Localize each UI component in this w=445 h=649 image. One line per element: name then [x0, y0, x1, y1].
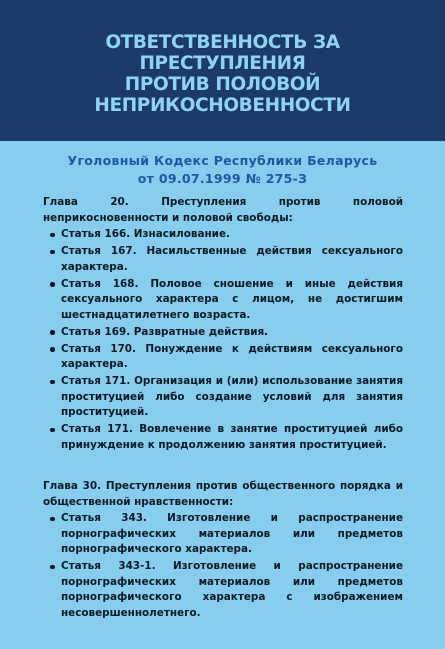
source-reference: [0, 152, 445, 188]
article-text: Статья 171. Организация и (или) использование занятия проституцией либо создание условий для занятия проституцией.: [61, 375, 403, 418]
page-title-line: ОТВЕТСТВЕННОСТЬ ЗА: [105, 31, 340, 53]
article-item: [43, 325, 403, 341]
article-item: [43, 374, 403, 421]
article-text: Статья 167. Насильственные действия сексуального характера.: [61, 245, 403, 273]
article-list: [43, 511, 403, 621]
article-text: Статья 168. Половое сношение и иные действия сексуального характера с лицом, не достигшим шестнадцатилетнего возраста.: [61, 277, 403, 321]
bullet-icon: [50, 347, 55, 352]
article-text: Статья 343. Изготовление и распространение порнографических материалов или предметов порнографического характера.: [61, 512, 403, 555]
page-title-line: ПРОТИВ ПОЛОВОЙ: [124, 73, 321, 95]
article-item: [43, 511, 403, 558]
page-title-line: НЕПРИКОСНОВЕННОСТИ: [94, 94, 351, 116]
article-item: [43, 422, 403, 453]
source-code-name: Уголовный Кодекс Республики Беларусь: [67, 153, 378, 168]
bullet-icon: [50, 250, 55, 255]
bullet-icon: [50, 282, 55, 287]
bullet-icon: [50, 565, 55, 570]
bullet-icon: [50, 233, 55, 238]
article-item: [43, 227, 403, 243]
article-list: [43, 227, 403, 453]
chapter-title: Глава 20. Преступления против половой неприкосновенности и половой свободы:: [43, 196, 403, 224]
article-item: [43, 559, 403, 621]
article-text: Статья 171. Вовлечение в занятие проституцией либо принуждение к продолжению занятия проституцией.: [61, 423, 403, 451]
article-text: Статья 170. Понуждение к действиям сексуального характера.: [61, 342, 403, 370]
chapter-30-section: [43, 479, 403, 623]
bullet-icon: [50, 380, 55, 385]
article-item: [43, 244, 403, 275]
source-code-date: от 09.07.1999 № 275-З: [137, 171, 308, 186]
article-item: [43, 277, 403, 324]
bullet-icon: [50, 330, 55, 335]
article-text: Статья 166. Изнасилование.: [61, 228, 230, 240]
content-panel: [0, 141, 445, 649]
chapter-20-section: [43, 195, 403, 474]
page-title-line: ПРЕСТУПЛЕНИЯ: [139, 52, 306, 74]
article-text: Статья 343-1. Изготовление и распространение порнографических материалов или предметов порнографического характера с изображением несовершеннолетнего.: [61, 560, 403, 619]
article-item: [43, 342, 403, 373]
chapter-title: Глава 30. Преступления против общественного порядка и общественной нравственности:: [43, 480, 403, 508]
page-title: [94, 32, 350, 116]
header-banner: [0, 0, 445, 141]
bullet-icon: [50, 428, 55, 433]
article-text: Статья 169. Развратные действия.: [61, 325, 269, 338]
bullet-icon: [50, 517, 55, 522]
